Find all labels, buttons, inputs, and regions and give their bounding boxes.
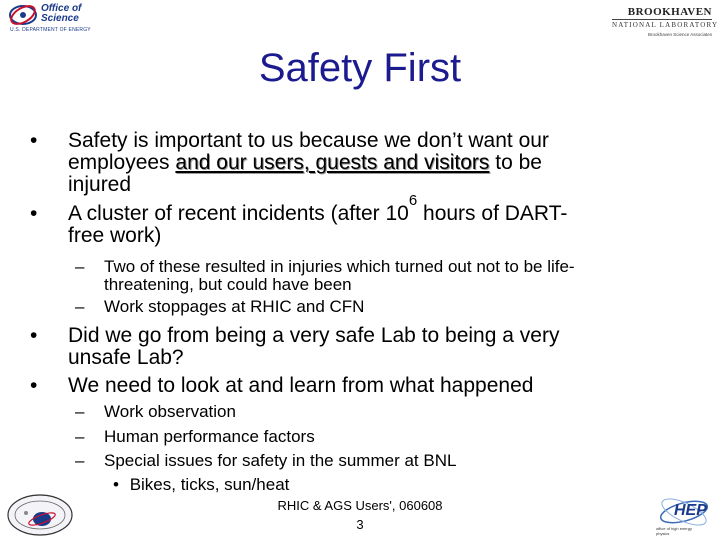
- dash-glyph: –: [75, 427, 85, 446]
- bullet-glyph: •: [30, 129, 38, 152]
- bullet-glyph: •: [30, 324, 38, 347]
- page-number: 3: [356, 517, 364, 532]
- sub-bullet-2-1-line-1: Two of these resulted in injuries which turned out not to be life-: [104, 257, 575, 276]
- bnl-logo-line2: NATIONAL LABORATORY: [612, 21, 719, 29]
- sub-bullet-4-3-text: Special issues for safety in the summer at BNL: [104, 451, 457, 470]
- bullet-glyph: •: [113, 475, 119, 494]
- bullet-glyph: •: [30, 374, 38, 397]
- sub-bullet-4-1-text: Work observation: [104, 402, 236, 421]
- doe-logo-line1: Office of: [41, 3, 82, 14]
- footer-event: RHIC & AGS Users', 060608: [277, 498, 443, 513]
- bnl-logo-line1: BROOKHAVEN: [627, 6, 712, 18]
- hep-logo: [654, 496, 710, 538]
- sub-bullet-4-2-text: Human performance factors: [104, 427, 315, 446]
- sub-sub-bullet-text: Bikes, ticks, sun/heat: [129, 475, 290, 494]
- bullet-2-text-a: A cluster of recent incidents (after 10: [68, 202, 409, 225]
- bullet-glyph: •: [30, 202, 38, 225]
- brookhaven-logo: [612, 6, 719, 37]
- sub-sub-bullet-4-3-1: [113, 476, 289, 494]
- bullet-1-text-b: to be: [495, 151, 542, 174]
- bullet-3-line-1: Did we go from being a very safe Lab to being a very: [68, 324, 560, 347]
- bullet-2-text-b: hours of DART-: [417, 202, 568, 225]
- bnl-logo-line3: Brookhaven Science Associates: [647, 32, 712, 37]
- doe-logo-line2: Science: [41, 13, 79, 24]
- nuclear-physics-seal-logo: [6, 493, 74, 537]
- bullet-2-line-2: free work): [68, 224, 162, 247]
- doe-office-of-science-logo: [8, 4, 96, 34]
- bullet-1-line-3: injured: [68, 173, 132, 196]
- bullet-2-line-1: [68, 192, 568, 225]
- hep-logo-subtitle: office of high energy physics: [656, 526, 692, 536]
- doe-logo-subtitle: U.S. DEPARTMENT OF ENERGY: [10, 27, 91, 33]
- slide-footer: [260, 496, 460, 534]
- hep-logo-text: HEP: [674, 502, 707, 519]
- exponent: 6: [408, 192, 418, 209]
- bullet-1-line-2: [68, 152, 549, 174]
- sub-bullet-2-2-line-1: Work stoppages at RHIC and CFN: [104, 297, 365, 316]
- slide-title: Safety First: [258, 46, 462, 90]
- dash-glyph: –: [75, 297, 85, 316]
- sub-bullet-2-1-line-2: threatening, but could have been: [104, 275, 352, 294]
- dash-glyph: –: [75, 257, 85, 276]
- bullet-3-line-2: unsafe Lab?: [68, 346, 184, 369]
- dash-glyph: –: [75, 402, 85, 421]
- dash-glyph: –: [75, 451, 85, 470]
- bullet-1-line-1: Safety is important to us because we don’t want our: [68, 129, 549, 152]
- bullet-1-text-a: employees: [68, 151, 170, 174]
- bullet-1-emphasis: and our users, guests and visitors: [175, 151, 490, 174]
- doe-emblem-icon: [8, 4, 38, 26]
- seal-icon: [6, 493, 74, 537]
- bullet-4-line-1: We need to look at and learn from what happened: [68, 374, 534, 397]
